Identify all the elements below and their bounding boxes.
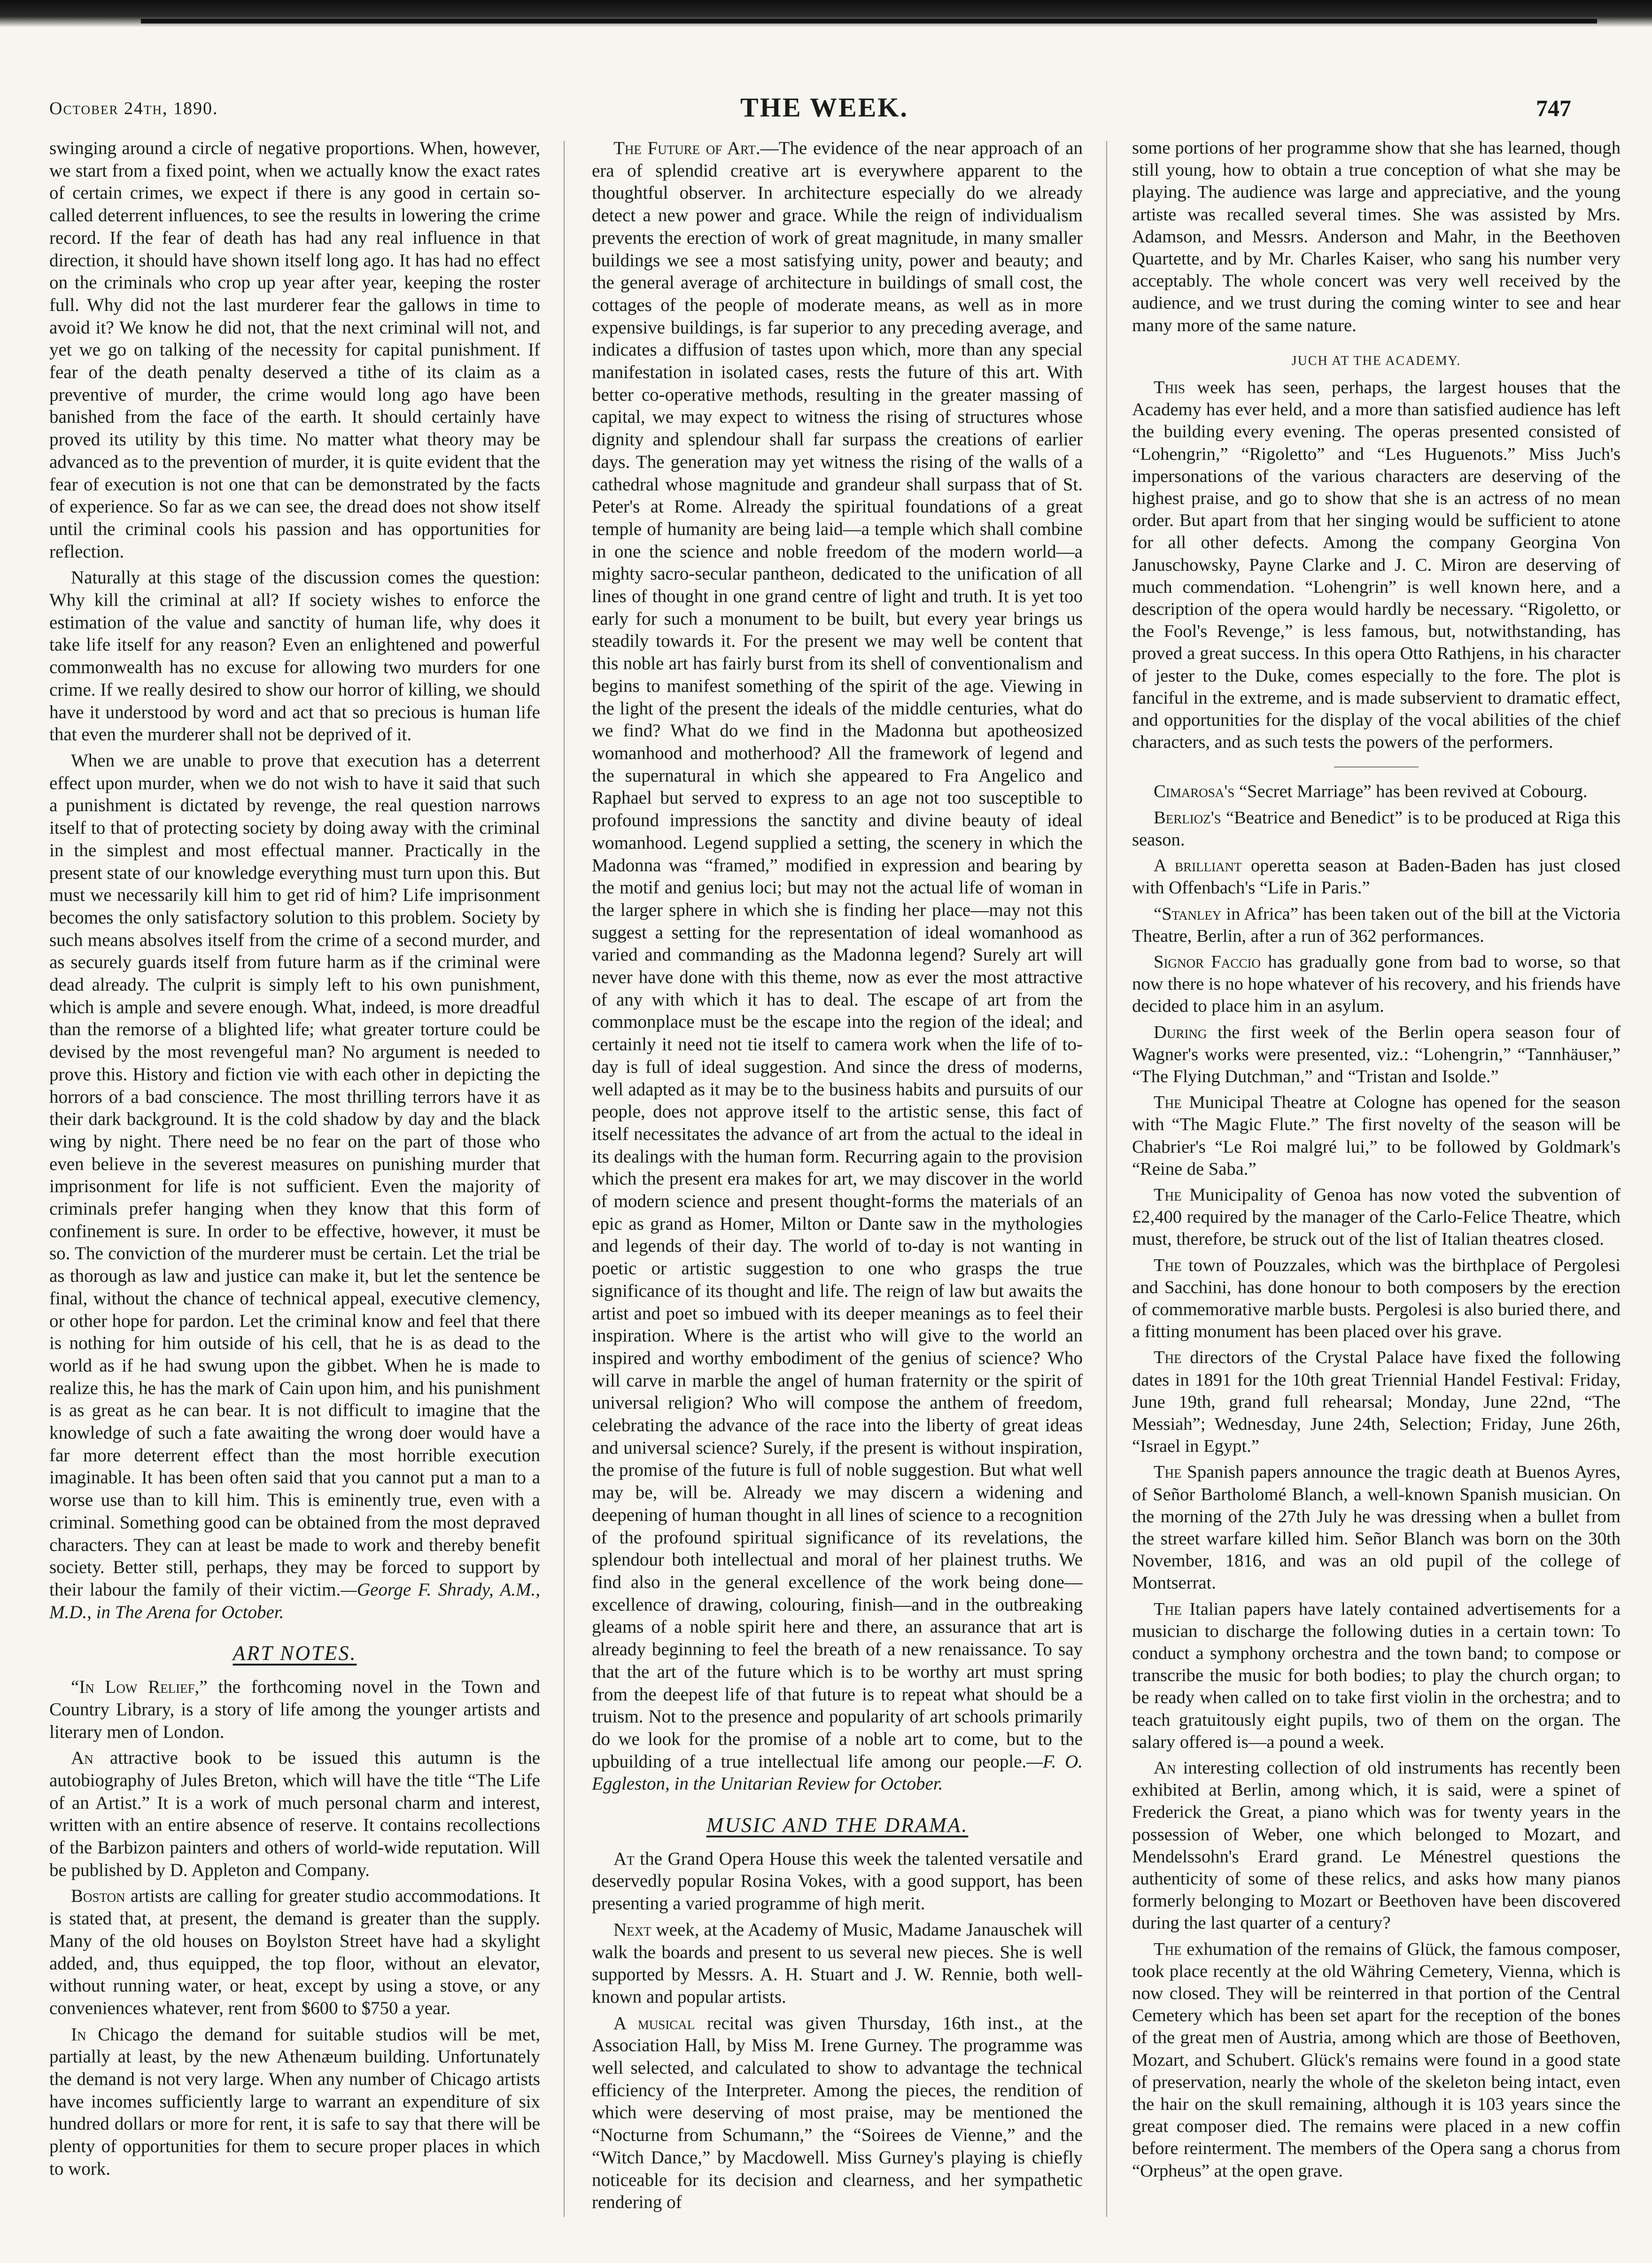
news-item	[1132, 951, 1621, 1018]
article-paragraph: swinging around a circle of negative proportions. When, however, we start from a fixed point, when we actually know the exact rates of certain crimes, we expect if there is any good in certain so-called deterrent influences, to see the results in lowering the crime record. If the fear of death has had any real influence in that direction, it should have shown itself long ago. It has had no effect on the criminals who crop up year after year, keeping the roster full. Why did not the last murderer fear the gallows in time to avoid it? We know he did not, that the next criminal will not, and yet we go on talking of the necessity for capital punishment. If fear of the death penalty deserved a tithe of its claim as a preventive of murder, the crime would long ago have been banished from the face of the earth. It should certainly have proved its utility by this time. No matter what theory may be advanced as to the prevention of murder, it is quite evident that the fear of execution is not one that can be demonstrated by the facts of experience. So far as we can see, the dread does not show itself until the criminal cools his passion and has opportunities for reflection.	[49, 138, 540, 562]
column-2	[592, 137, 1083, 2218]
item-lead: The	[1154, 1348, 1182, 1368]
news-item	[592, 1919, 1083, 2008]
item-text: Chicago the demand for suitable studios will be met, partially at least, by the new Athenæum building. Unfortunately the demand is not very large. When any number of Chicago artists have incomes sufficiently large to warrant an expenditure of six hundred dollars or more for rent, it is safe to say that there will be plenty of opportunities for them to secure proper places in which to work.	[49, 2024, 540, 2179]
item-lead: During	[1154, 1022, 1207, 1042]
item-lead: Boston	[71, 1886, 125, 1906]
item-text: directors of the Crystal Palace have fixed the following dates in 1891 for the 10th great Triennial Handel Festival: Friday, June 19th, grand full rehearsal; Monday, June 22nd, “The Messiah”; Wednesday, June 24th, Selection; Friday, June 26th, “Israel in Egypt.”	[1132, 1348, 1621, 1457]
item-text: “Beatrice and Benedict” is to be produced at Riga this season.	[1132, 807, 1621, 850]
item-text: Municipality of Genoa has now voted the subvention of £2,400 required by the manager of the Carlo-Felice Theatre, which must, therefore, be struck out of the list of Italian theatres closed.	[1132, 1185, 1621, 1249]
news-item	[1132, 1461, 1621, 1594]
item-text: in Africa” has been taken out of the bill at the Victoria Theatre, Berlin, after a run of 362 performances.	[1132, 904, 1621, 946]
item-text: interesting collection of old instruments has recently been exhibited at Berlin, among which, it is said, were a spinet of Frederick the Great, a piano which was for twenty years in the possession of Weber, one which belonged to Mozart, and Mendelssohn's Erard grand. Le Ménestrel questions the authenticity of some of these relics, and asks how many pianos formerly belonging to Mozart or Beethoven have been discovered during the last quarter of a century?	[1132, 1758, 1621, 1933]
item-lead: Cimarosa's	[1154, 782, 1235, 802]
page-header	[49, 92, 1599, 124]
article-paragraph	[592, 137, 1083, 1795]
item-lead: The	[1154, 1255, 1182, 1275]
paragraph-text: —The evidence of the near approach of an era of splendid creative art is everywhere apparent to the thoughtful observer. In architecture especially do we already detect a new power and grace. While the reign of individualism prevents the erection of work of great magnitude, in many smaller buildings we see a most satisfying unity, power and beauty; and the general average of architecture in buildings of small cost, the cottages of the people of moderate means, as well as in more expensive buildings, is far superior to any preceding average, and indicates a diffusion of tastes upon which, more than any special manifestation in isolated cases, rests the future of this art. With better co-operative methods, resulting in the greater massing of capital, we may expect to witness the rising of structures whose dignity and splendour shall far surpass the creations of earlier days. The generation may yet witness the rising of the walls of a cathedral whose magnitude and grandeur shall surpass that of St. Peter's at Rome. Already the spiritual foundations of a great temple of humanity are being laid—a temple which shall combine in one the science and noble freedom of the modern world—a mighty sacro-secular pantheon, dedicated to the unification of all lines of thought in one grand centre of light and truth. It is yet too early for such a monument to be built, but every year brings us steadily towards it. For the present we may well be content that this noble art has fairly burst from its shell of conventionalism and begins to manifest something of the spirit of the age. Viewing in the light of the present the ideals of the middle centuries, what do we find? What do we find in the Madonna but apotheosized womanhood and motherhood? All the framework of legend and the supernatural in which she appeared to Fra Angelico and Raphael but served to express to an age not too susceptible to profound impressions the sanctity and divine beauty of ideal womanhood. Legend supplied a setting, the scenery in which the Madonna was “framed,” modified in expression and bearing by the motif and genius loci; but may not the actual life of woman in the larger sphere in which she is finding her place—may not this suggest a setting for the representation of ideal womanhood as varied and commanding as the Madonna legend? Surely art will never have done with this theme, now as ever the most attractive of any with which it has to deal. The escape of art from the commonplace must be the escape into the region of the ideal; and certainly it need not tie itself to camera work when the life of to-day is full of ideal suggestion. And since the dress of moderns, well adapted as it may be to the business habits and pursuits of our people, does not approve itself to the artistic sense, this fact of itself necessitates the advance of art from the actual to the ideal in its dealings with the human form. Recurring again to the provision which the present era makes for art, we may discover in the world of modern science and present thought-forms the materials of an epic as grand as Homer, Milton or Dante saw in the mythologies and legends of their day. The world of to-day is not wanting in poetic or artistic suggestion to one who grasps the true significance of its thought and life. The reign of law but awaits the artist and poet so imbued with its deeper meanings as to feel their inspiration. Where is the artist who will give to the world an inspired and worthy embodiment of the genius of science? Who will carve in marble the angel of human fraternity or the spirit of universal religion? Who will compose the anthem of freedom, celebrating the advance of the race into the liberty of great ideas and universal science? Surely, if the present is without inspiration, the promise of the future is full of noble suggestion. But what well may be, will be. Already we may discern a widening and deepening of human thought in all lines of science to a recognition of the profound spiritual significance of its revelations, the splendour both intellectual and moral of her plainest truths. We find also in the general excellence of the work being done—excellence of drawing, colouring, finish—and in the outbreaking gleams of a noble spirit here and there, an assurance that art is already beginning to feel the breath of a new renaissance. To say that the art of the future which is to be worthy art must spring from the deepest life of that future is to repeat what should be a truism. Not to the presence and popularity of art schools primarily do we look for the promise of a noble art to come, but to the upbuilding of a true intellectual life among our people.	[592, 138, 1083, 1772]
news-item	[1132, 377, 1621, 753]
article-citation: —F. O. Eggleston, in the Unitarian Review for October.	[592, 1751, 1083, 1794]
item-lead: The	[1154, 1185, 1182, 1205]
item-text: Italian papers have lately contained advertisements for a musician to discharge the following duties in a certain town: To conduct a symphony orchestra and the town band; to compose or transcribe the music for both bodies; to play the church organ; to be ready when called on to take first violin in the orchestra; and to teach gratuitously eight pupils, two of them on the organ. The salary offered is—a pound a week.	[1132, 1599, 1621, 1752]
column-3	[1132, 137, 1621, 2218]
item-text: Municipal Theatre at Cologne has opened for the season with “The Magic Flute.” The first novelty of the season will be Chabrier's “Le Roi malgré lui,” to be followed by Goldmark's “Reine de Saba.”	[1132, 1093, 1621, 1179]
news-item	[1132, 1347, 1621, 1457]
item-lead: The	[1154, 1462, 1182, 1482]
item-text: attractive book to be issued this autumn is the autobiography of Jules Breton, which will have the title “The Life of an Artist.” It is a work of much personal charm and interest, written with an entire absence of reserve. It contains recollections of the Barbizon painters and others of world-wide reputation. Will be published by D. Appleton and Company.	[49, 1748, 540, 1880]
column-divider	[564, 141, 565, 2217]
article-paragraph: Naturally at this stage of the discussion comes the question: Why kill the criminal at all? If society wishes to enforce the estimation of the value and sanctity of human life, why does it take life itself for any reason? Even an enlightened and powerful commonwealth has no excuse for allowing two murders for one crime. If we really desired to show our horror of killing, we should have it understood by word and act that so precious is human life that even the murderer shall not be deprived of it.	[49, 567, 540, 745]
item-text: week has seen, perhaps, the largest houses that the Academy has ever held, and a more than satisfied audience has left the building every evening. The operas presented consisted of “Lohengrin,” “Rigoletto” and “Les Huguenots.” Miss Juch's impersonations of the various characters are deserving of the highest praise, and go to show that she is an actress of no mean order. But apart from that her singing would be sufficient to atone for all other defects. Among the company Georgina Von Januschowsky, Payne Clarke and J. C. Miron are deserving of much commendation. “Lohengrin” is well known here, and a description of the opera would hardly be necessary. “Rigoletto, or the Fool's Revenge,” is less famous, but, notwithstanding, has proved a great success. In this opera Otto Rathjens, in his character of jester to the Duke, comes especially to the fore. The plot is fanciful in the extreme, and is made subservient to dramatic effect, and opportunities for the display of the vocal abilities of the chief characters, and as such tests the powers of the performers.	[1132, 378, 1621, 752]
item-lead: A musical	[613, 2013, 695, 2033]
section-heading-music-drama: MUSIC AND THE DRAMA.	[706, 1814, 969, 1837]
news-item	[1132, 1184, 1621, 1251]
item-text: “Secret Marriage” has been revived at Cobourg.	[1234, 782, 1588, 802]
article-paragraph: some portions of her programme show that she has learned, though still young, how to obtain a true conception of what she may be playing. The audience was large and appreciative, and the young artiste was recalled several times. She was assisted by Mrs. Adamson, and Messrs. Anderson and Mahr, in the Beethoven Quartette, and by Mr. Charles Kaiser, who sang his number very acceptably. The whole concert was very well received by the audience, and we trust during the coming winter to see and hear many more of the same nature.	[1132, 138, 1621, 335]
news-item	[1132, 1757, 1621, 1935]
item-lead: “In Low Relief,”	[71, 1677, 208, 1697]
item-text: exhumation of the remains of Glück, the famous composer, took place recently at the old Währing Cemetery, Vienna, which is now closed. They will be reinterred in that portion of the Central Cemetery which has been set apart for the reception of the bones of the great men of Austria, among which are those of Beethoven, Mozart, and Schubert. Glück's remains were found in a good state of preservation, nearly the whole of the skeleton being intact, even the hair on the skull remaining, although it is 103 years since the great composer died. The remains were placed in a new coffin before reinterment. The members of the Opera sang a chorus from “Orpheus” at the open grave.	[1132, 1939, 1621, 2181]
news-item	[49, 1747, 540, 1881]
item-text: artists are calling for greater studio accommodations. It is stated that, at present, the demand is greater than the supply. Many of the old houses on Boylston Street have had a skylight added, and, thus equipped, the top floor, without an elevator, without running water, or heat, except by using a stove, or any conveniences whatever, rent from $600 to $750 a year.	[49, 1886, 540, 2018]
item-lead: “Stanley	[1154, 904, 1222, 924]
item-lead: In	[71, 2024, 86, 2045]
item-lead: Signor Faccio	[1154, 952, 1261, 972]
news-item	[592, 1848, 1083, 1915]
news-item	[49, 1885, 540, 2019]
issue-date: October 24th, 1890.	[49, 99, 218, 118]
item-lead: The	[1154, 1939, 1182, 1959]
article-paragraph	[49, 750, 540, 1623]
item-lead: An	[71, 1748, 93, 1768]
item-text: the Grand Opera House this week the talented versatile and deservedly popular Rosina Vokes, with a good support, has been presenting a varied programme of high merit.	[592, 1848, 1083, 1914]
column-divider	[1106, 141, 1107, 2217]
publication-title: THE WEEK.	[740, 92, 908, 123]
item-text: town of Pouzzales, which was the birthplace of Pergolesi and Sacchini, has done honour to both composers by the erection of commemorative marble busts. Pergolesi is also buried there, and a fitting monument has been placed over his grave.	[1132, 1255, 1621, 1342]
item-lead: A brilliant	[1154, 856, 1242, 876]
news-item	[1132, 807, 1621, 851]
section-heading-art-notes: ART NOTES.	[233, 1642, 357, 1665]
item-lead: An	[1154, 1758, 1176, 1778]
item-text: the first week of the Berlin opera season four of Wagner's works were presented, viz.: “Lohengrin,” “Tannhäuser,” “The Flying Dutchman,” and “Tristan and Isolde.”	[1132, 1022, 1621, 1086]
news-item	[1132, 1598, 1621, 1753]
item-lead: This	[1154, 378, 1186, 398]
item-lead: The	[1154, 1093, 1182, 1113]
paragraph-text: When we are unable to prove that execution has a deterrent effect upon murder, when we do not wish to have it said that such a punishment is dictated by revenge, the real question narrows itself to that of protecting society by doing away with the criminal in the simplest and most effectual manner. Practically in the present state of our knowledge everything must turn upon this. But must we necessarily kill him to get rid of him? Life imprisonment becomes the only satisfactory solution to this problem. Society by such means absolves itself from the crime of a second murder, and as securely guards itself from future harm as if the criminal were dead already. The culprit is simply left to his own punishment, which is ample and severe enough. What, indeed, is more dreadful than the remorse of a blighted life; what greater torture could be devised by the most revengeful man? No argument is needed to prove this. History and fiction vie with each other in depicting the horrors of a bad conscience. The most thrilling terrors have it as their dark background. It is the cold shadow by day and the black wing by night. There need be no fear on the part of those who even believe in the severest measures on punishing murder that imprisonment for life is not sufficient. Even the majority of criminals prefer hanging when they know that this form of confinement is sure. In order to be effective, however, it must be so. The conviction of the murderer must be certain. Let the trial be as thorough as law and justice can make it, but let the sentence be final, without the chance of technical appeal, executive clemency, or other hope for pardon. Let the criminal know and feel that there is nothing for him outside of his cell, that he is as dead to the world as if he had swung upon the gibbet. When he is made to realize this, he has the mark of Cain upon him, and his punishment is as great as he can bear. It is not difficult to imagine that the knowledge of such a fate awaiting the wrong doer would have a far more deterrent effect than the most horrible execution imaginable. It has been often said that you cannot put a man to a worse use than to kill him. This is eminently true, even with a criminal. Something good can be obtained from the most depraved characters. They can at least be made to work and thereby benefit society. Better still, perhaps, they may be forced to support by their labour the family of their victim.	[49, 750, 540, 1600]
news-item	[592, 2012, 1083, 2214]
column-1	[49, 137, 540, 2218]
item-text: Spanish papers announce the tragic death at Buenos Ayres, of Señor Bartholomé Blanch, a well-known Spanish musician. On the morning of the 27th July he was dressing when a bullet from the street warfare killed him. Señor Blanch was born on the 30th November, 1816, and was an old pupil of the college of Montserrat.	[1132, 1462, 1621, 1593]
item-lead: The	[1154, 1599, 1182, 1619]
item-text: has gradually gone from bad to worse, so that now there is no hope whatever of his recovery, and his friends have decided to place him in an asylum.	[1132, 952, 1621, 1016]
item-lead: Next	[613, 1919, 651, 1940]
item-lead: At	[613, 1848, 635, 1869]
page-number: 747	[1536, 95, 1571, 121]
news-item	[49, 2023, 540, 2180]
article-citation: —George F. Shrady, A.M., M.D., in The Arena for October.	[49, 1580, 540, 1622]
news-item	[1132, 1092, 1621, 1180]
news-item	[1132, 1022, 1621, 1088]
item-text: week, at the Academy of Music, Madame Janauschek will walk the boards and present to us several new pieces. She is well supported by Messrs. A. H. Stuart and J. W. Rennie, both well-known and popular artists.	[592, 1919, 1083, 2007]
subheading-juch: JUCH AT THE ACADEMY.	[1291, 353, 1461, 368]
item-text: operetta season at Baden-Baden has just closed with Offenbach's “Life in Paris.”	[1132, 856, 1621, 898]
news-item	[1132, 855, 1621, 899]
news-item	[49, 1676, 540, 1743]
article-title: The Future of Art.	[613, 138, 760, 158]
news-item	[1132, 1255, 1621, 1343]
news-item	[1132, 903, 1621, 947]
item-lead: Berlioz's	[1154, 807, 1221, 828]
item-text: recital was given Thursday, 16th inst., at the Association Hall, by Miss M. Irene Gurney. The programme was well selected, and calculated to show to advantage the technical efficiency of the Interpreter. Among the pieces, the rendition of which were deserving of most praise, may be mentioned the “Nocturne from Schumann,” the “Soirees de Vienne,” and the “Witch Dance,” by Macdowell. Miss Gurney's playing is chiefly noticeable for its decision and clearness, and her sympathetic rendering of	[592, 2013, 1083, 2213]
news-item	[1132, 1938, 1621, 2182]
item-text: the forthcoming novel in the Town and Country Library, is a story of life among the younger artists and literary men of London.	[49, 1677, 540, 1742]
page-top-rule	[141, 19, 1597, 23]
news-item	[1132, 781, 1621, 803]
